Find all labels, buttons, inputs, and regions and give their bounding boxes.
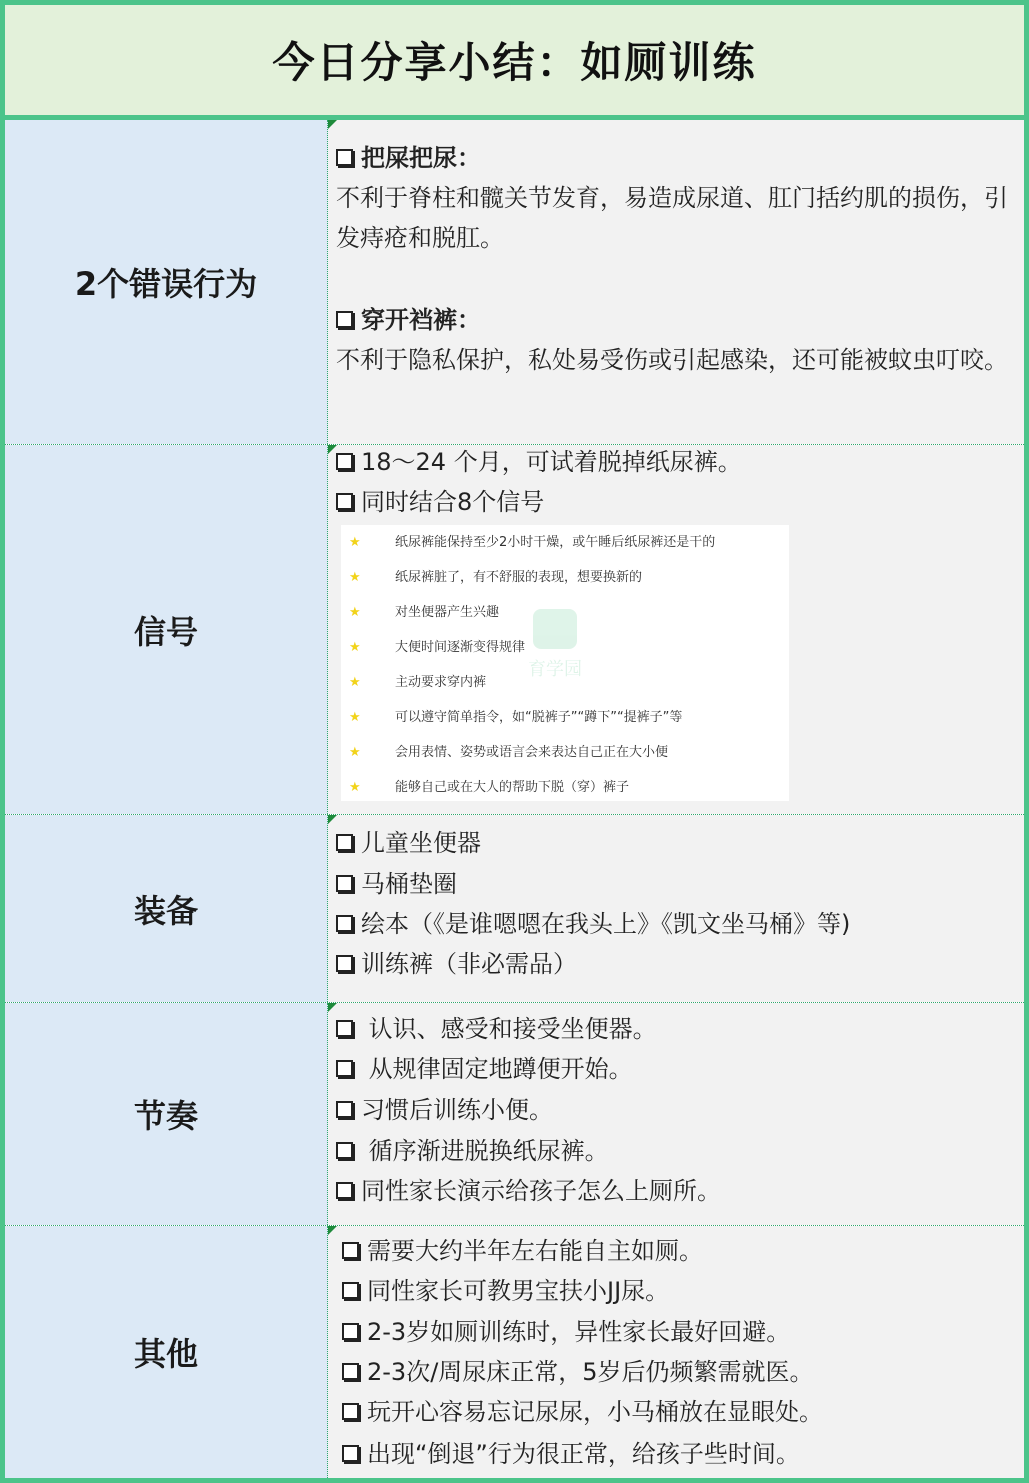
checkbox-icon (336, 1060, 353, 1077)
section-label: 信号 (133, 612, 198, 651)
list-item: 2-3次/周尿床正常，5岁后仍频繁需就医。 (342, 1352, 1018, 1392)
section-row-equipment (5, 815, 1024, 1003)
section-label: 节奏 (133, 1097, 198, 1135)
section-label: 2个错误行为 (74, 265, 258, 303)
section-label-cell (5, 1226, 328, 1478)
checkbox-icon (336, 875, 353, 892)
star-icon: ★ (349, 780, 361, 795)
signal-item: ★ 纸尿裤脏了，有不舒服的表现，想要换新的 (341, 560, 789, 595)
checkbox-icon (336, 493, 353, 510)
section-row-other (5, 1226, 1024, 1478)
signal-item: ★ 大便时间逐渐变得规律 (341, 630, 789, 665)
checkbox-icon (342, 1282, 359, 1299)
section-label-cell (5, 445, 328, 814)
description-text: 不利于脊柱和髋关节发育，易造成尿道、肛门括约肌的损伤，引发痔疮和脱肛。 (336, 184, 1008, 252)
checkbox-icon (336, 915, 353, 932)
list-item: 习惯后训练小便。 (336, 1090, 1018, 1130)
star-icon: ★ (349, 745, 361, 760)
section-row-rhythm (5, 1003, 1024, 1226)
list-item: 马桶垫圈 (336, 864, 1018, 904)
list-item: 玩开心容易忘记尿尿，小马桶放在显眼处。 (342, 1392, 1018, 1432)
section-label: 其他 (133, 1335, 198, 1373)
list-item: 儿童坐便器 (336, 823, 1018, 863)
list-item: 绘本（《是谁嗯嗯在我头上》《凯文坐马桶》等) (336, 904, 1018, 944)
list-item: 训练裤（非必需品） (336, 944, 1018, 984)
checkbox-icon (336, 311, 353, 328)
section-label: 装备 (133, 891, 198, 930)
checkbox-icon (342, 1363, 359, 1380)
list-item: 把屎把尿： (336, 138, 1018, 178)
signal-item: ★ 能够自己或在大人的帮助下脱（穿）裤子 (341, 770, 789, 805)
list-item: 2-3岁如厕训练时，异性家长最好回避。 (342, 1312, 1018, 1352)
list-item: 18～24 个月，可试着脱掉纸尿裤。 (336, 442, 1018, 482)
checkbox-icon (336, 1142, 353, 1159)
signal-item: ★ 主动要求穿内裤 (341, 665, 789, 700)
checkbox-icon (336, 955, 353, 972)
watermark-text: 育学园 (528, 659, 582, 680)
signal-item: ★ 纸尿裤能保持至少2小时干燥，或午睡后纸尿裤还是干的 (341, 525, 789, 560)
checkbox-icon (336, 1182, 353, 1199)
star-icon: ★ (349, 710, 361, 725)
section-label-cell (5, 815, 328, 1002)
checkbox-icon (336, 1101, 353, 1118)
section-row-mistakes (5, 120, 1024, 445)
list-item: 同性家长可教男宝扶小JJ尿。 (342, 1271, 1018, 1311)
section-content-cell (328, 445, 1024, 814)
list-item: 出现“倒退”行为很正常，给孩子些时间。 (342, 1434, 1018, 1474)
signal-item: ★ 会用表情、姿势或语言会来表达自己正在大小便 (341, 735, 789, 770)
star-icon: ★ (349, 605, 361, 620)
signals-image (341, 525, 789, 801)
checkbox-icon (342, 1242, 359, 1259)
signal-item: ★ 可以遵守简单指令，如“脱裤子”“蹲下”“提裤子”等 (341, 700, 789, 735)
checkbox-icon (336, 149, 353, 166)
page-title: 今日分享小结：如厕训练 (272, 38, 757, 87)
star-icon: ★ (349, 570, 361, 585)
section-label-cell (5, 120, 328, 444)
section-label-cell (5, 1003, 328, 1225)
section-content-cell (328, 1003, 1024, 1225)
list-item: 同时结合8个信号 (336, 482, 1018, 522)
checkbox-icon (342, 1445, 359, 1462)
list-item: 认识、感受和接受坐便器。 (336, 1009, 1018, 1049)
list-item: 同性家长演示给孩子怎么上厕所。 (336, 1171, 1018, 1211)
section-content-cell (328, 120, 1024, 444)
checkbox-icon (336, 834, 353, 851)
description-text: 不利于隐私保护，私处易受伤或引起感染，还可能被蚊虫叮咬。 (336, 346, 1008, 374)
checkbox-icon (342, 1403, 359, 1420)
star-icon: ★ (349, 535, 361, 550)
list-item: 从规律固定地蹲便开始。 (336, 1049, 1018, 1089)
section-content-cell (328, 1226, 1024, 1478)
checkbox-icon (336, 453, 353, 470)
list-item: 循序渐进脱换纸尿裤。 (336, 1131, 1018, 1171)
section-row-signals (5, 445, 1024, 815)
star-icon: ★ (349, 675, 361, 690)
star-icon: ★ (349, 640, 361, 655)
list-item: 需要大约半年左右能自主如厕。 (342, 1231, 1018, 1271)
list-item: 穿开裆裤： (336, 300, 1018, 340)
signal-item: ★ 对坐便器产生兴趣 (341, 595, 789, 630)
checkbox-icon (336, 1020, 353, 1037)
section-content-cell (328, 815, 1024, 1002)
checkbox-icon (342, 1323, 359, 1340)
title-bar (5, 5, 1024, 120)
